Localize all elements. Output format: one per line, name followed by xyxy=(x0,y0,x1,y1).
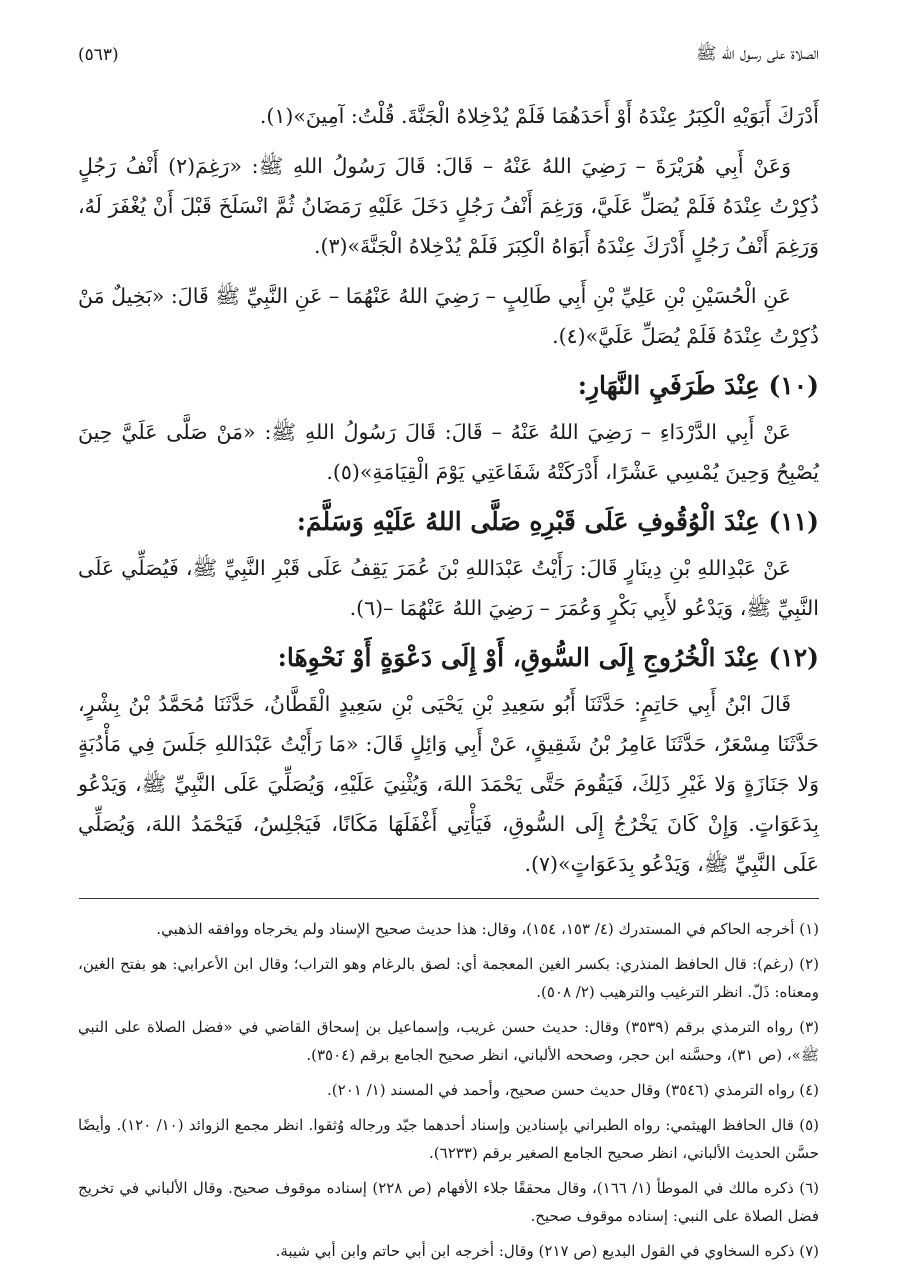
paragraph: قَالَ ابْنُ أَبِي حَاتِمٍ: حَدَّثَنَا أَبُو سَعِيدِ بْنِ يَحْيَى بْنِ سَعِيدٍ الْقَطَّانُ، حَدَّثَنَا مُحَمَّدُ بْنُ بِشْرٍ، حَدَّثَنَا مِسْعَرٌ، حَدَّثَنَا عَامِرُ بْنُ شَقِيقٍ، عَنْ أَبِي وَائِلٍ قَالَ: «مَا رَأَيْتُ عَبْدَاللهِ جَلَسَ فِي مَأْدُبَةٍ وَلا جَنَازَةٍ وَلا غَيْرِ ذَلِكَ، فَيَقُومَ حَتَّى يَحْمَدَ اللهَ، وَيُثْنِيَ عَلَيْهِ، وَيُصَلِّيَ عَلَى النَّبِيِّ ﷺ، وَيَدْعُو بِدَعَوَاتٍ. وَإِنْ كَانَ يَخْرُجُ إِلَى السُّوقِ، فَيَأْتِي أَغْفَلَهَا مَكَانًا، فَيَجْلِسُ، فَيَحْمَدُ اللهَ، وَيُصَلِّي عَلَى النَّبِيِّ ﷺ، وَيَدْعُو بِدَعَوَاتٍ»(٧). xyxy=(78,692,819,876)
paragraph: أَدْرَكَ أَبَوَيْهِ الْكِبَرُ عِنْدَهُ أَوْ أَحَدَهُمَا فَلَمْ يُدْخِلاهُ الْجَنَّةَ. قُلْتُ: آمِينَ»(١). xyxy=(259,104,819,128)
paragraph: عَنِ الْحُسَيْنِ بْنِ عَلِيِّ بْنِ أَبِي طَالِبٍ – رَضِيَ اللهُ عَنْهُمَا – عَنِ النَّبِيِّ ﷺ قَالَ: «بَخِيلٌ مَنْ ذُكِرْتُ عِنْدَهُ فَلَمْ يُصَلِّ عَلَيَّ»(٤). xyxy=(78,284,819,348)
page-number: (٥٦٣) xyxy=(78,45,119,65)
footnote: (٣) رواه الترمذي برقم (٣٥٣٩) وقال: حديث حسن غريب، وإسماعيل بن إسحاق القاضي في «فضل الصلاة على النبي ﷺ»، (ص ٣١)، وحسَّنه ابن حجر، وصححه الألباني، انظر صحيح الجامع برقم (٣٥٠٤). xyxy=(78,1018,819,1064)
section-heading: (١٢) عِنْدَ الْخُرُوجِ إِلَى السُّوقِ، أَوْ إِلَى دَعْوَةٍ أَوْ نَحْوِهَا: xyxy=(277,643,819,672)
paragraph: عَنْ عَبْدِاللهِ بْنِ دِينَارٍ قَالَ: رَأَيْتُ عَبْدَاللهِ بْنَ عُمَرَ يَقِفُ عَلَى قَبْرِ النَّبِيِّ ﷺ، فَيُصَلِّي عَلَى النَّبِيِّ ﷺ، وَيَدْعُو لأَبِي بَكْرٍ وَعُمَرَ – رَضِيَ اللهُ عَنْهُمَا –(٦). xyxy=(78,556,819,620)
section-heading: (١١) عِنْدَ الْوُقُوفِ عَلَى قَبْرِهِ صَلَّى اللهُ عَلَيْهِ وَسَلَّمَ: xyxy=(296,507,819,536)
page-header xyxy=(78,40,819,70)
running-title: الصلاة على رسول الله ﷺ xyxy=(695,43,819,64)
footnotes xyxy=(78,915,819,1265)
main-text xyxy=(78,96,819,884)
footnote: (٤) رواه الترمذي (٣٥٤٦) وقال حديث حسن صحيح، وأحمد في المسند (١/ ٢٠١). xyxy=(327,1081,819,1099)
footnote-separator xyxy=(79,898,819,899)
footnote: (٥) قال الحافظ الهيثمي: رواه الطبراني بإسنادين وإسناد أحدهما جيّد ورجاله وُثقوا. انظر مجمع الزوائد (١٠/ ١٢٠). وأيضًا حسَّن الحديث الألباني، انظر صحيح الجامع الصغير برقم (٦٢٣٣). xyxy=(78,1116,819,1162)
paragraph: عَنْ أَبِي الدَّرْدَاءِ – رَضِيَ اللهُ عَنْهُ – قَالَ: قَالَ رَسُولُ اللهِ ﷺ: «مَنْ صَلَّى عَلَيَّ حِينَ يُصْبِحُ وَحِينَ يُمْسِي عَشْرًا، أَدْرَكَتْهُ شَفَاعَتِي يَوْمَ الْقِيَامَةِ»(٥). xyxy=(78,420,819,484)
footnote: (٦) ذكره مالك في الموطأ (١/ ١٦٦)، وقال محققًا جلاء الأفهام (ص ٢٢٨) إسناده موقوف صحيح. وقال الألباني في تخريج فضل الصلاة على النبي: إسناده موقوف صحيح. xyxy=(78,1179,819,1225)
paragraph: وَعَنْ أَبِي هُرَيْرَةَ – رَضِيَ اللهُ عَنْهُ – قَالَ: قَالَ رَسُولُ اللهِ ﷺ: «رَغِمَ(٢) أَنْفُ رَجُلٍ ذُكِرْتُ عِنْدَهُ فَلَمْ يُصَلِّ عَلَيَّ، وَرَغِمَ أَنْفُ رَجُلٍ دَخَلَ عَلَيْهِ رَمَضَانُ ثُمَّ انْسَلَخَ قَبْلَ أَنْ يُغْفَرَ لَهُ، وَرَغِمَ أَنْفُ رَجُلٍ أَدْرَكَ عِنْدَهُ أَبَوَاهُ الْكِبَرَ فَلَمْ يُدْخِلاهُ الْجَنَّةَ»(٣). xyxy=(78,154,819,258)
footnote: (٢) (رغم): قال الحافظ المنذري: بكسر الغين المعجمة أي: لصق بالرغام وهو التراب؛ وقال ابن الأعرابي: هو بفتح الغين، ومعناه: ذَلّ. انظر الترغيب والترهيب (٢/ ٥٠٨). xyxy=(78,955,819,1001)
section-heading: (١٠) عِنْدَ طَرَفَيِ النَّهَارِ: xyxy=(577,371,819,400)
footnote: (١) أخرجه الحاكم في المستدرك (٤/ ١٥٣، ١٥٤)، وقال: هذا حديث صحيح الإسناد ولم يخرجاه ووافقه الذهبي. xyxy=(156,920,819,938)
footnote: (٧) ذكره السخاوي في القول البديع (ص ٢١٧) وقال: أخرجه ابن أبي حاتم وابن أبي شيبة. xyxy=(275,1242,819,1260)
